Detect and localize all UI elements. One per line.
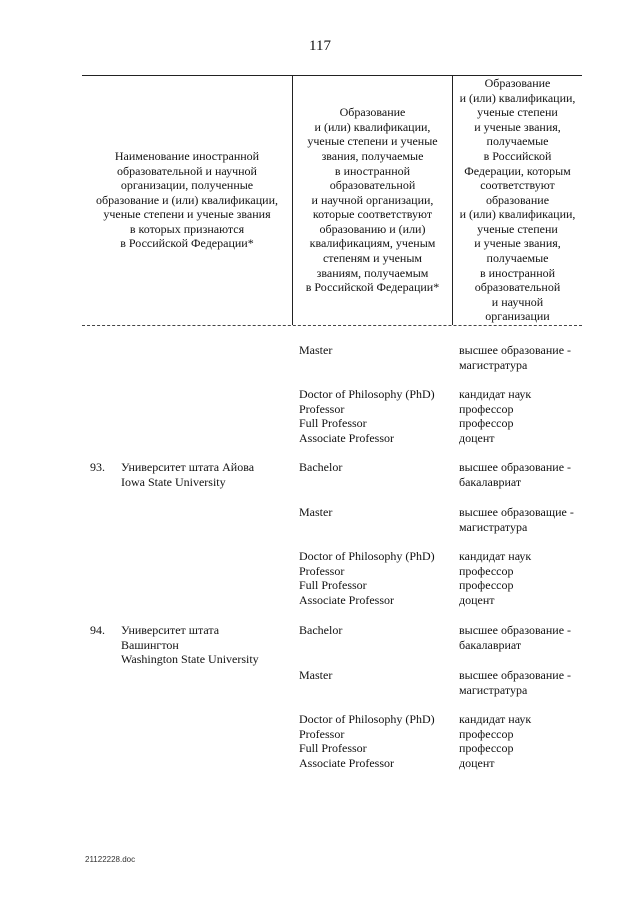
footer-filename: 21122228.doc [85,855,136,864]
header-cell-foreign-organization [82,75,292,325]
russian-equivalent-cell: высшее образование - магистратура [459,343,572,372]
degree-cell: Doctor of Philosophy (PhD) Professor Full Professor Associate Professor [299,549,435,608]
header-text-russian-equivalent: Образование и (или) квалификации, ученые степени и ученые звания, получаемые в Российской Федерации, которым соответствуют образование и (или) квалификации, ученые степени и ученые звания, получаемые в иностранной образовательной и научной организации [459,75,576,324]
degree-cell: Doctor of Philosophy (PhD) Professor Full Professor Associate Professor [299,387,435,446]
russian-equivalent-cell: высшее образование - магистратура [459,668,572,697]
header-text-foreign-qualification: Образование и (или) квалификации, ученые степени и ученые звания, получаемые в иностранной образовательной и научной организации, которые соответствуют образованию и (или) квалификациям, ученым степеням и ученым званиям, получаемым в Российской Федерации* [305,105,440,295]
header-cell-foreign-qualification [293,75,452,325]
russian-equivalent-cell: кандидат наук профессор профессор доцент [459,387,532,446]
header-bottom-rule [82,325,582,326]
russian-equivalent-cell: кандидат наук профессор профессор доцент [459,712,532,771]
header-cell-russian-equivalent [453,75,582,325]
russian-equivalent-cell: высшее образоващие - магистратура [459,505,574,534]
russian-equivalent-cell: высшее образование - бакалавриат [459,460,572,489]
entry-number: 94. [90,623,105,637]
degree-cell: Master [299,668,333,682]
degree-cell: Bachelor [299,623,343,637]
header-text-foreign-organization: Наименование иностранной образовательной и научной организации, полученные образование и (или) квалификации, ученые степени и ученые звания в которых признаются в Российской Федерации* [96,148,278,251]
degree-cell: Master [299,343,333,357]
degree-cell: Bachelor [299,460,343,474]
degree-cell: Master [299,505,333,519]
russian-equivalent-cell: высшее образование - бакалавриат [459,623,572,652]
entry-number: 93. [90,460,105,474]
university-name: Университет штата Айова Iowa State University [121,460,255,489]
university-name: Университет штата Вашингтон Washington State University [121,623,259,667]
page-number: 117 [309,38,331,54]
table-header [82,75,582,325]
degree-cell: Doctor of Philosophy (PhD) Professor Full Professor Associate Professor [299,712,435,771]
russian-equivalent-cell: кандидат наук профессор профессор доцент [459,549,532,608]
